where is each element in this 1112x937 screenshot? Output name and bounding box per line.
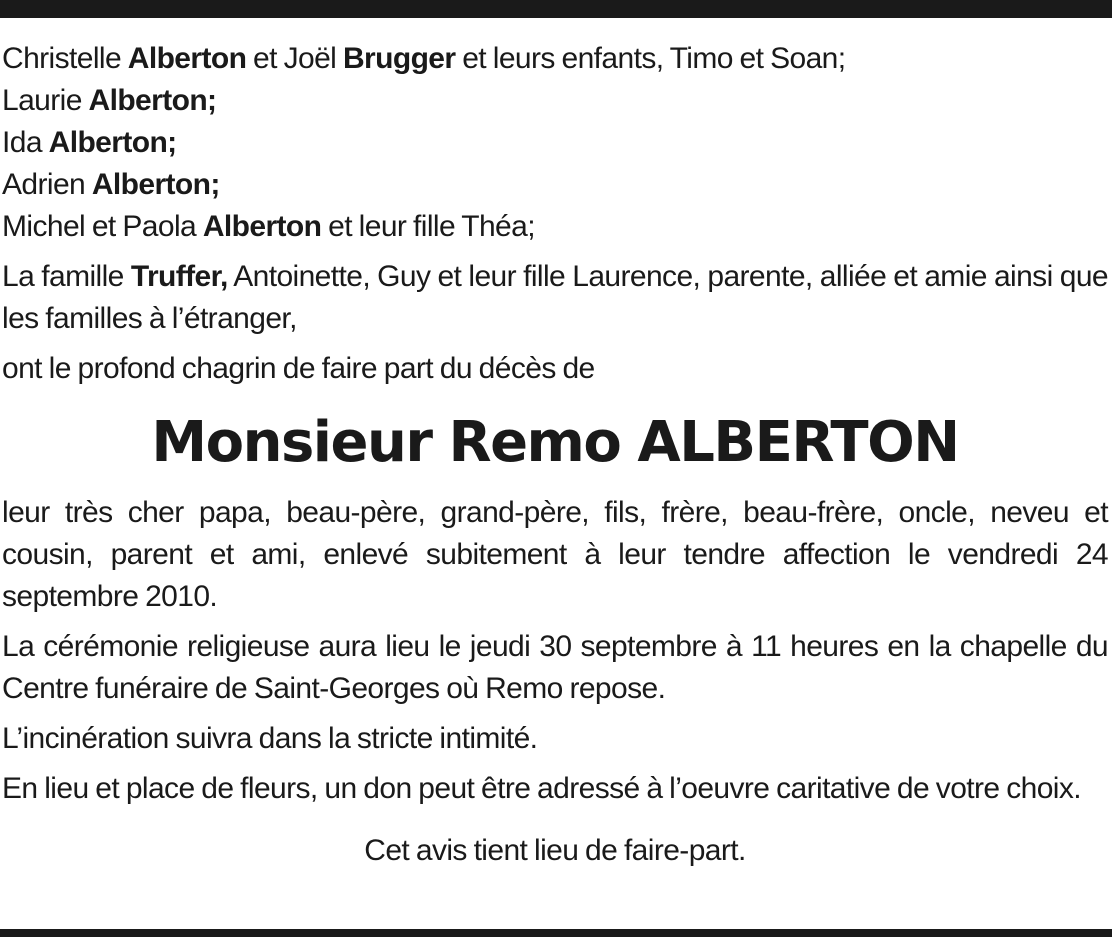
deceased-name-heading: Monsieur Remo ALBERTON (151, 410, 959, 475)
ceremony-paragraph: La cérémonie religieuse aura lieu le jeudi 30 septembre à 11 heures en la chapelle du Centre funéraire de Saint-Georges où Remo repose. (2, 630, 1108, 705)
surname: Alberton (202, 210, 322, 243)
bottom-border-rule (0, 929, 1112, 937)
family-line: Adrien Alberton; (2, 168, 220, 201)
family-line: Christelle Alberton et Joël Brugger et leurs enfants, Timo et Soan; (2, 42, 846, 75)
top-border-rule (0, 0, 1112, 18)
surname: Alberton; (48, 126, 177, 159)
surname: Brugger (342, 42, 456, 75)
family-line: Ida Alberton; (2, 126, 177, 159)
donation-paragraph: En lieu et place de fleurs, un don peut être adressé à l’oeuvre caritative de votre choix. (2, 772, 1082, 805)
family-line: Laurie Alberton; (2, 84, 217, 117)
family-line: Michel et Paola Alberton et leur fille Théa; (2, 210, 535, 243)
obituary-notice (2, 38, 1108, 872)
surname: Truffer, (130, 260, 228, 293)
cremation-paragraph: L’incinération suivra dans la stricte intimité. (2, 722, 538, 755)
announcement-line: ont le profond chagrin de faire part du décès de (2, 352, 595, 385)
surname: Alberton; (88, 84, 217, 117)
surname: Alberton (127, 42, 247, 75)
closing-line: Cet avis tient lieu de faire-part. (364, 834, 746, 867)
relation-paragraph: leur très cher papa, beau-père, grand-père, fils, frère, beau-frère, oncle, neveu et cousin, parent et ami, enlevé subitement à leur tendre affection le vendredi 24 septembre 2010. (2, 496, 1108, 613)
surname: Alberton; (91, 168, 220, 201)
truffer-family-paragraph: La famille Truffer, Antoinette, Guy et leur fille Laurence, parente, alliée et amie ainsi que les familles à l’étranger, (2, 260, 1109, 335)
